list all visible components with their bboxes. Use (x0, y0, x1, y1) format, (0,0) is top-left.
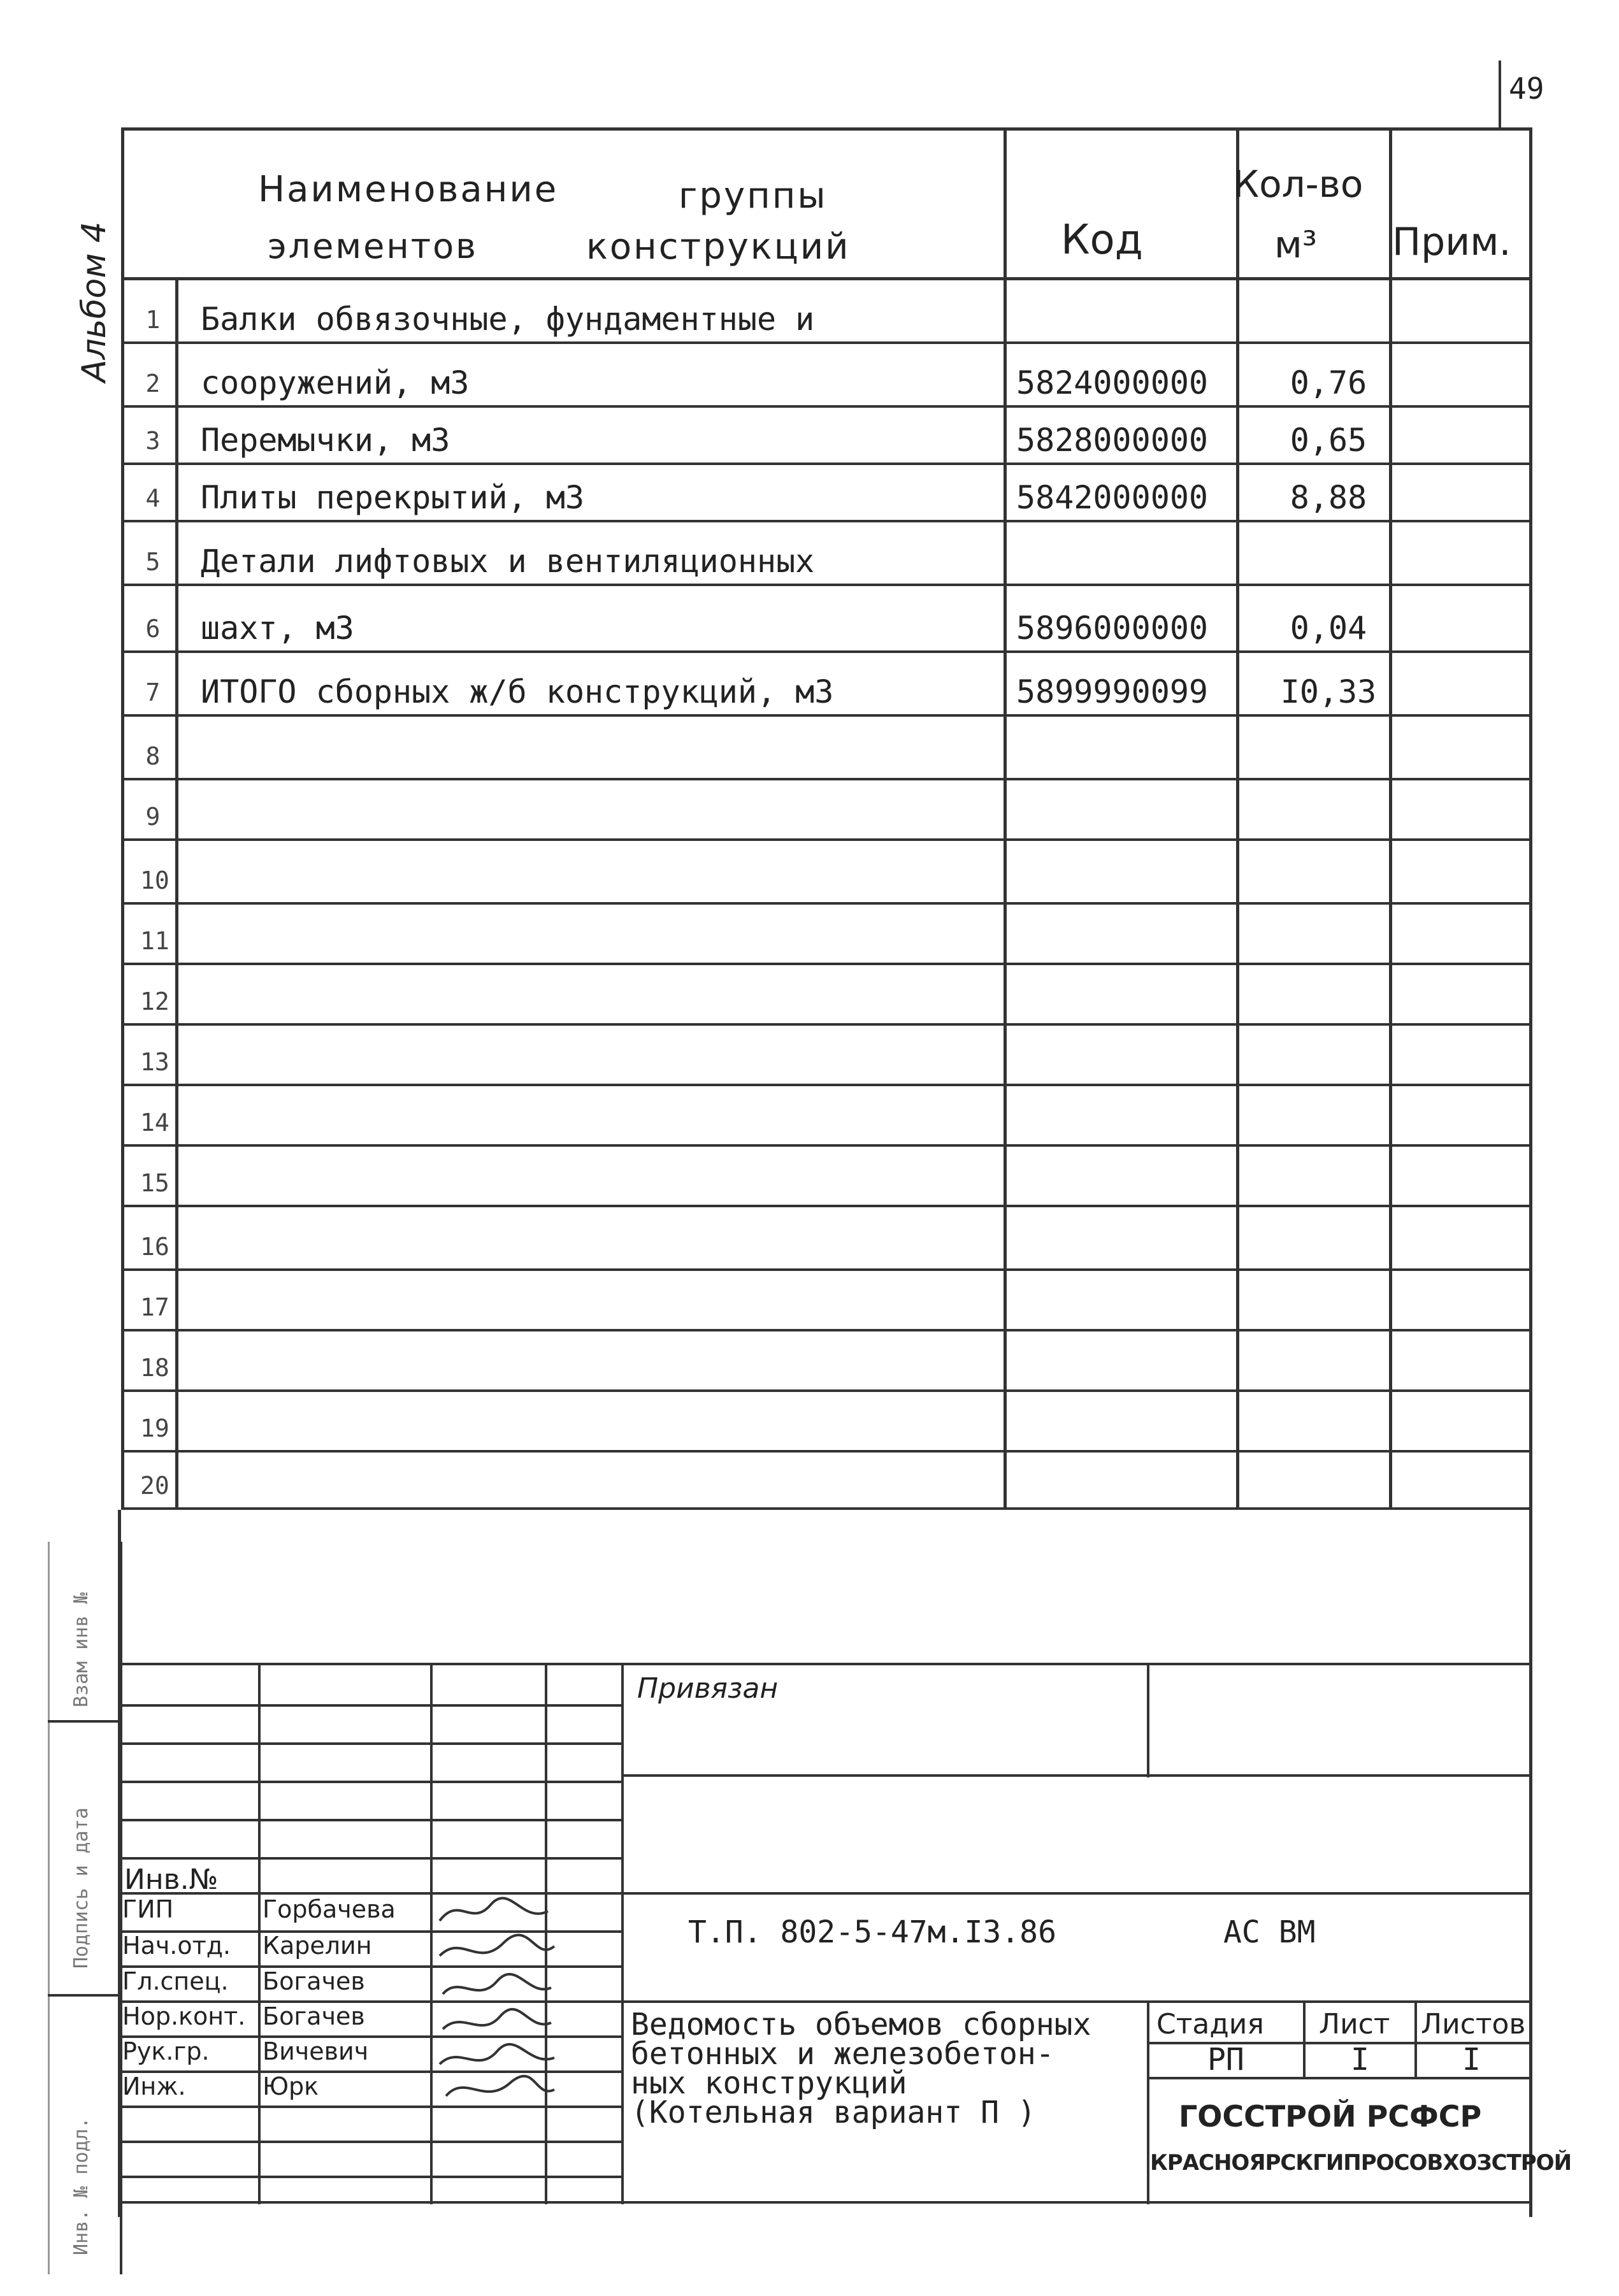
sheet-label: Лист (1319, 2008, 1390, 2041)
header-qty: Кол-во (1233, 162, 1364, 206)
side-strip-divider-2 (48, 1994, 118, 1997)
table-row (121, 280, 1532, 344)
title-block-bottom-line (118, 2201, 1532, 2204)
table-row (121, 1147, 1532, 1207)
table-row (121, 1207, 1532, 1271)
table-row (121, 965, 1532, 1026)
sheets-label: Листов (1421, 2008, 1526, 2041)
staff-name: Карелин (263, 1932, 372, 1960)
row-num: 3 (145, 427, 161, 455)
doc-title-line3: ных конструкций (631, 2065, 907, 2101)
table-row (121, 1026, 1532, 1086)
page-number-divider (1499, 61, 1501, 127)
row-code: 5842000000 (1016, 479, 1209, 516)
row-num: 17 (140, 1293, 169, 1321)
doc-title-divider (1147, 2000, 1149, 2204)
title-block-top-line (118, 1663, 1532, 1665)
row-code: 5899990099 (1016, 673, 1209, 710)
staff-name: Юрк (263, 2072, 319, 2100)
row-code: 5824000000 (1016, 364, 1209, 401)
row-qty: 0,65 (1290, 422, 1367, 459)
doc-title (631, 2007, 1091, 2130)
row-num: 19 (140, 1414, 169, 1442)
row-code: 5896000000 (1016, 610, 1209, 647)
org-line1: ГОССТРОЙ РСФСР (1179, 2099, 1482, 2134)
row-num: 11 (140, 927, 169, 955)
signature-4 (443, 2009, 551, 2029)
staff-row-line (118, 2141, 621, 2143)
row-num: 8 (145, 742, 161, 770)
signature-1 (440, 1898, 548, 1921)
staff-role: Инж. (122, 2072, 186, 2100)
row-name: сооружений, м3 (201, 364, 470, 401)
doc-title-line2: бетонных и железобетон- (631, 2036, 1054, 2072)
table-row (121, 1453, 1532, 1510)
staff-name: Богачев (263, 2002, 365, 2030)
row-name: Балки обвязочные, фундаментные и (201, 301, 815, 338)
bound-divider (1147, 1663, 1149, 1777)
table-row (121, 653, 1532, 717)
header-name-line2: элементов (268, 226, 478, 266)
staff-row-line (118, 1819, 621, 1821)
row-num: 10 (140, 866, 169, 894)
table-row (121, 408, 1532, 465)
row-name: Детали лифтовых и вентиляционных (201, 543, 815, 580)
staff-row-line (118, 2176, 621, 2178)
stage-value: РП (1207, 2042, 1244, 2077)
signature-2 (440, 1935, 554, 1956)
signature-5 (440, 2044, 554, 2064)
table-row (121, 344, 1532, 408)
doc-title-line1: Ведомость объемов сборных (631, 2007, 1091, 2042)
row-num: 6 (145, 615, 161, 643)
row-num: 9 (145, 803, 161, 831)
staff-role: ГИП (122, 1895, 174, 1923)
table-row (121, 717, 1532, 780)
table-row (121, 780, 1532, 841)
bound-label: Привязан (637, 1672, 779, 1705)
row-num: 2 (145, 370, 161, 398)
sheet-value: I (1351, 2042, 1369, 2077)
table-row (121, 465, 1532, 522)
staff-row-line (118, 1781, 621, 1783)
doc-mark: АС ВМ (1223, 1914, 1316, 1950)
table-row (121, 905, 1532, 965)
row-num: 14 (140, 1109, 169, 1137)
row-name: Плиты перекрытий, м3 (201, 479, 585, 516)
row-num: 16 (140, 1233, 169, 1261)
row-qty: 0,76 (1290, 364, 1367, 401)
row-qty: 8,88 (1290, 479, 1367, 516)
side-label-inventory: Инв. № подл. (70, 2117, 92, 2255)
header-code: Код (1061, 217, 1143, 264)
staff-col-4 (621, 1663, 624, 2204)
inv-label: Инв.№ (124, 1863, 219, 1896)
header-name-line1: Наименование (258, 169, 559, 210)
bound-bottom-line (621, 1774, 1532, 1777)
page-number: 49 (1509, 71, 1544, 106)
staff-name: Горбачева (263, 1895, 396, 1923)
table-row (121, 1271, 1532, 1331)
staff-row-line (118, 1857, 621, 1860)
row-num: 15 (140, 1169, 169, 1197)
staff-role: Рук.гр. (122, 2037, 210, 2065)
row-num: 12 (140, 987, 169, 1015)
header-note: Прим. (1392, 220, 1511, 264)
side-strip-divider-1 (48, 1720, 118, 1723)
sheet-divider (1414, 2000, 1417, 2077)
staff-role: Нач.отд. (122, 1932, 231, 1960)
row-qty: I0,33 (1280, 673, 1377, 710)
signature-3 (443, 1974, 551, 1994)
row-num: 13 (140, 1048, 169, 1076)
doc-title-top-line (621, 2000, 1532, 2003)
row-num: 5 (145, 548, 161, 576)
table-row (121, 522, 1532, 586)
stage-label: Стадия (1156, 2008, 1264, 2041)
header-name-line2b: конструкций (586, 226, 851, 268)
staff-role: Нор.конт. (122, 2002, 246, 2030)
header-name-line1b: группы (679, 175, 828, 217)
row-num: 4 (145, 484, 161, 512)
staff-row-line (118, 1704, 621, 1707)
staff-row-line (118, 1742, 621, 1745)
signatures (433, 1892, 561, 2115)
side-label-signature: Подпись и дата (70, 1807, 92, 1969)
side-label-replacement: Взам инв № (70, 1592, 92, 1707)
stage-divider (1303, 2000, 1306, 2077)
doc-title-line4: (Котельная вариант П ) (631, 2095, 1036, 2130)
row-num: 7 (145, 678, 161, 707)
row-name: шахт, м3 (201, 610, 354, 647)
row-name: ИТОГО сборных ж/б конструкций, м3 (201, 673, 834, 710)
row-num: 18 (140, 1354, 169, 1382)
row-num: 20 (140, 1472, 169, 1500)
table-row (121, 1392, 1532, 1453)
staff-role: Гл.спец. (122, 1967, 229, 1995)
album-label: Альбом 4 (75, 221, 113, 382)
table-row (121, 841, 1532, 905)
inv-row-line (118, 1892, 1532, 1895)
staff-name: Вичевич (263, 2037, 369, 2065)
header-qty-unit: м³ (1274, 223, 1318, 266)
staff-name: Богачев (263, 1967, 365, 1995)
row-code: 5828000000 (1016, 422, 1209, 459)
org-line2: КРАСНОЯРСКГИПРОСОВХОЗСТРОЙ (1150, 2150, 1572, 2176)
sheets-value: I (1462, 2042, 1481, 2077)
table-row (121, 1086, 1532, 1147)
row-num: 1 (145, 306, 161, 334)
row-name: Перемычки, м3 (201, 422, 450, 459)
table-row (121, 1331, 1532, 1392)
row-qty: 0,04 (1290, 610, 1367, 647)
project-code: Т.П. 802-5-47м.I3.86 (688, 1914, 1056, 1950)
signature-6 (446, 2076, 554, 2096)
table-row (121, 586, 1532, 653)
